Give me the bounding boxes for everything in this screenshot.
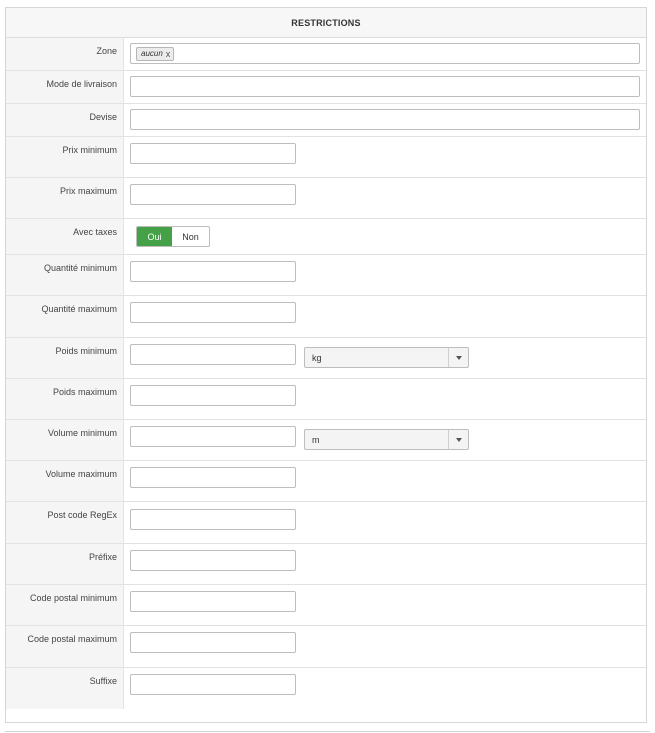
- row-zone: [6, 38, 646, 71]
- row-min-postcode: [6, 585, 646, 626]
- prefix-input[interactable]: [130, 550, 296, 571]
- min-volume-input[interactable]: [130, 426, 296, 447]
- currency-label: Devise: [6, 104, 124, 136]
- restrictions-panel: [5, 7, 647, 723]
- min-volume-label: Volume minimum: [6, 420, 124, 460]
- row-suffix: [6, 668, 646, 709]
- weight-dropdown-toggle[interactable]: [448, 348, 468, 367]
- postcode-regex-label: Post code RegEx: [6, 502, 124, 543]
- row-max-volume: [6, 461, 646, 502]
- carrier-input[interactable]: [130, 76, 640, 97]
- weight-unit-select[interactable]: [304, 347, 469, 368]
- row-max-qty: [6, 296, 646, 338]
- row-prefix: [6, 544, 646, 585]
- row-postcode-regex: [6, 502, 646, 544]
- zone-multiselect[interactable]: [130, 43, 640, 64]
- max-volume-input[interactable]: [130, 467, 296, 488]
- max-price-label: Prix maximum: [6, 178, 124, 218]
- postcode-regex-input[interactable]: [130, 509, 296, 530]
- carrier-label: Mode de livraison: [6, 71, 124, 103]
- max-weight-input[interactable]: [130, 385, 296, 406]
- toggle-no[interactable]: Non: [182, 231, 199, 242]
- min-price-input[interactable]: [130, 143, 296, 164]
- toggle-yes[interactable]: Oui: [137, 227, 172, 246]
- volume-unit-value: m: [312, 434, 320, 445]
- suffix-label: Suffixe: [6, 668, 124, 709]
- max-weight-label: Poids maximum: [6, 379, 124, 419]
- row-min-weight: [6, 338, 646, 379]
- chevron-down-icon: [456, 356, 462, 360]
- row-currency: [6, 104, 646, 137]
- with-tax-label: Avec taxes: [6, 219, 124, 254]
- row-min-volume: [6, 420, 646, 461]
- min-weight-label: Poids minimum: [6, 338, 124, 378]
- min-postcode-input[interactable]: [130, 591, 296, 612]
- row-max-price: [6, 178, 646, 219]
- divider: [5, 731, 650, 732]
- volume-unit-select[interactable]: [304, 429, 469, 450]
- row-min-price: [6, 137, 646, 178]
- row-min-qty: [6, 255, 646, 296]
- min-qty-label: Quantité minimum: [6, 255, 124, 295]
- currency-input[interactable]: [130, 109, 640, 130]
- volume-dropdown-toggle[interactable]: [448, 430, 468, 449]
- row-max-weight: [6, 379, 646, 420]
- weight-unit-value: kg: [312, 352, 322, 363]
- row-max-postcode: [6, 626, 646, 668]
- max-postcode-label: Code postal maximum: [6, 626, 124, 667]
- zone-tag-label: aucun: [141, 49, 163, 58]
- max-volume-label: Volume maximum: [6, 461, 124, 501]
- zone-tag: [136, 47, 174, 61]
- min-weight-input[interactable]: [130, 344, 296, 365]
- remove-tag-icon[interactable]: x: [165, 49, 171, 59]
- min-price-label: Prix minimum: [6, 137, 124, 177]
- row-carrier: [6, 71, 646, 104]
- panel-title: RESTRICTIONS: [6, 8, 646, 38]
- max-price-input[interactable]: [130, 184, 296, 205]
- min-qty-input[interactable]: [130, 261, 296, 282]
- max-postcode-input[interactable]: [130, 632, 296, 653]
- zone-label: Zone: [6, 38, 124, 70]
- min-postcode-label: Code postal minimum: [6, 585, 124, 625]
- max-qty-input[interactable]: [130, 302, 296, 323]
- chevron-down-icon: [456, 438, 462, 442]
- prefix-label: Préfixe: [6, 544, 124, 584]
- with-tax-toggle[interactable]: [136, 226, 210, 247]
- row-with-tax: [6, 219, 646, 255]
- max-qty-label: Quantité maximum: [6, 296, 124, 337]
- suffix-input[interactable]: [130, 674, 296, 695]
